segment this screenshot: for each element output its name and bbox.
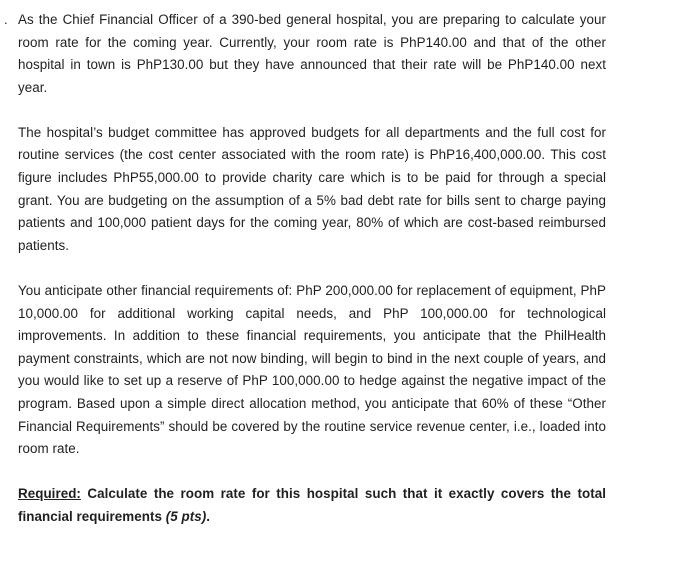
required-label: Required: — [18, 486, 81, 502]
required-instruction — [18, 483, 606, 528]
bullet-marker: . — [4, 12, 8, 27]
problem-text — [18, 9, 606, 528]
required-text: Calculate the room rate for this hospital such that it exactly covers the total financial requirements — [18, 486, 606, 524]
paragraph-other-requirements: You anticipate other financial requirements of: PhP 200,000.00 for replacement of equipment, PhP 10,000.00 for additional working capital needs, and PhP 100,000.00 for technological improvements. In addition to these financial requirements, you anticipate that the PhilHealth payment constraints, which are not now binding, will begin to bind in the next couple of years, and you would like to set up a reserve of PhP 100,000.00 to hedge against the negative impact of the program. Based upon a simple direct allocation method, you anticipate that 60% of these “Other Financial Requirements” should be covered by the routine service revenue center, i.e., loaded into room rate. — [18, 282, 606, 457]
required-points: (5 pts) — [165, 508, 207, 524]
paragraph-hospital-context: As the Chief Financial Officer of a 390-bed general hospital, you are preparing to calculate your room rate for the coming year. Currently, your room rate is PhP140.00 and that of the other hospital in town is PhP130.00 but they have announced that their rate will be PhP140.00 next year. — [18, 12, 606, 95]
paragraph-budget: The hospital’s budget committee has approved budgets for all departments and the full cost for routine services (the cost center associated with the room rate) is PhP16,400,000.00. This cost figure includes PhP55,000.00 to provide charity care which is to be paid for through a special grant. You are budgeting on the assumption of a 5% bad debt rate for bills sent to charge paying patients and 100,000 patient days for the coming year, 80% of which are cost-based reimbursed patients. — [18, 124, 606, 253]
required-end: . — [206, 508, 211, 524]
